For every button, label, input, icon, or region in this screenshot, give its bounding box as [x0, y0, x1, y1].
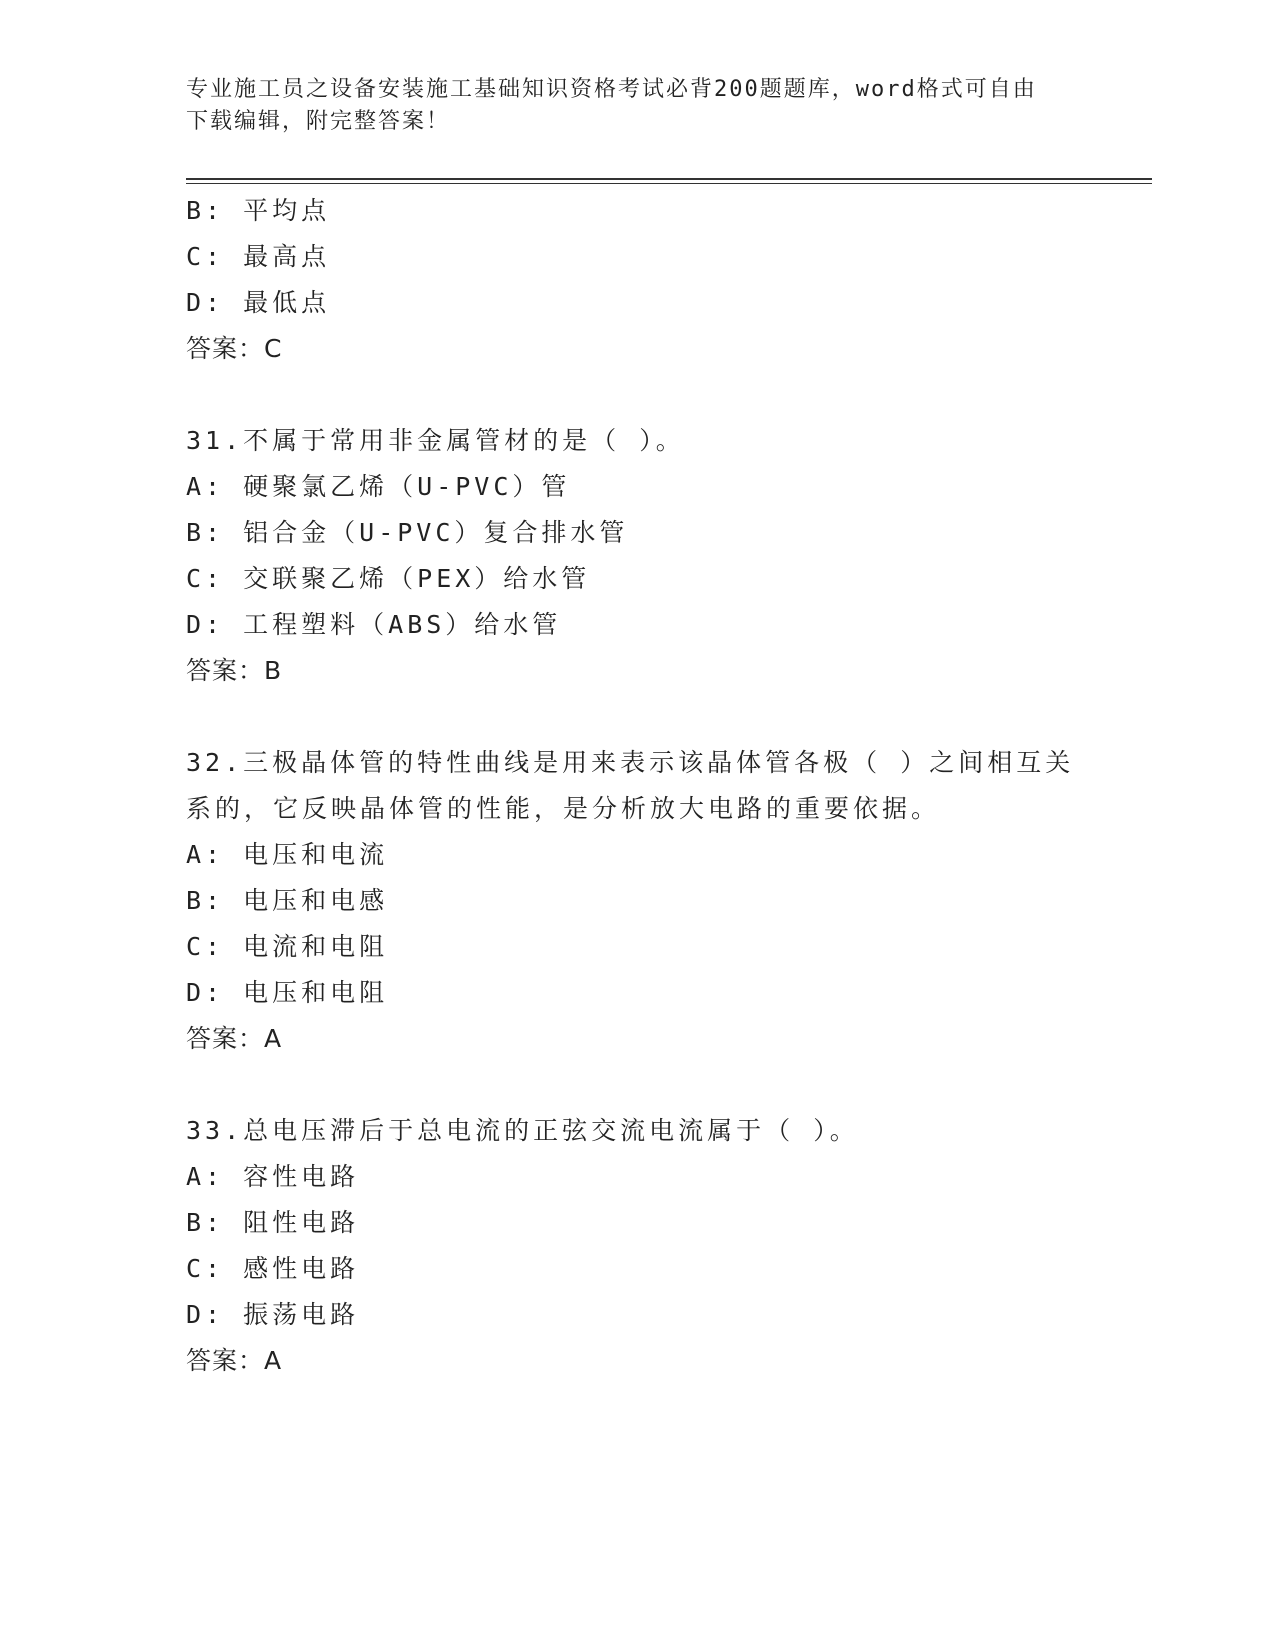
previous-question-tail	[186, 188, 1146, 372]
option-c: C: 感性电路	[186, 1254, 360, 1283]
option-b: B: 平均点	[186, 196, 331, 225]
option-a: A: 容性电路	[186, 1162, 360, 1191]
header-line-1: 专业施工员之设备安装施工基础知识资格考试必背200题题库，word格式可自由	[186, 77, 1037, 102]
header-divider-thin	[186, 183, 1152, 184]
option-c: C: 电流和电阻	[186, 932, 389, 961]
spacer	[186, 694, 1146, 740]
question-list	[186, 188, 1146, 1384]
spacer	[186, 372, 1146, 418]
option-d: D: 电压和电阻	[186, 978, 389, 1007]
answer: 答案：B	[186, 656, 283, 685]
question-stem-line-1: 32.三极晶体管的特性曲线是用来表示该晶体管各极（ ）之间相互关	[186, 748, 1075, 777]
answer: 答案：C	[186, 334, 283, 363]
question-32	[186, 740, 1146, 1062]
option-b: B: 铝合金（U-PVC）复合排水管	[186, 518, 629, 547]
answer: 答案：A	[186, 1346, 283, 1375]
document-header	[186, 74, 1086, 138]
option-b: B: 阻性电路	[186, 1208, 360, 1237]
spacer	[186, 1062, 1146, 1108]
option-d: D: 工程塑料（ABS）给水管	[186, 610, 562, 639]
option-d: D: 最低点	[186, 288, 331, 317]
header-line-2: 下载编辑，附完整答案！	[186, 109, 451, 134]
option-d: D: 振荡电路	[186, 1300, 360, 1329]
question-stem-line-2: 系的，它反映晶体管的性能，是分析放大电路的重要依据。	[186, 794, 941, 823]
question-33	[186, 1108, 1146, 1384]
question-stem: 33.总电压滞后于总电流的正弦交流电流属于（ ）。	[186, 1116, 859, 1145]
header-divider-thick	[186, 178, 1152, 180]
option-a: A: 电压和电流	[186, 840, 389, 869]
option-c: C: 交联聚乙烯（PEX）给水管	[186, 564, 591, 593]
option-b: B: 电压和电感	[186, 886, 389, 915]
question-31	[186, 418, 1146, 694]
answer: 答案：A	[186, 1024, 283, 1053]
option-c: C: 最高点	[186, 242, 331, 271]
question-stem: 31.不属于常用非金属管材的是（ ）。	[186, 426, 685, 455]
option-a: A: 硬聚氯乙烯（U-PVC）管	[186, 472, 571, 501]
